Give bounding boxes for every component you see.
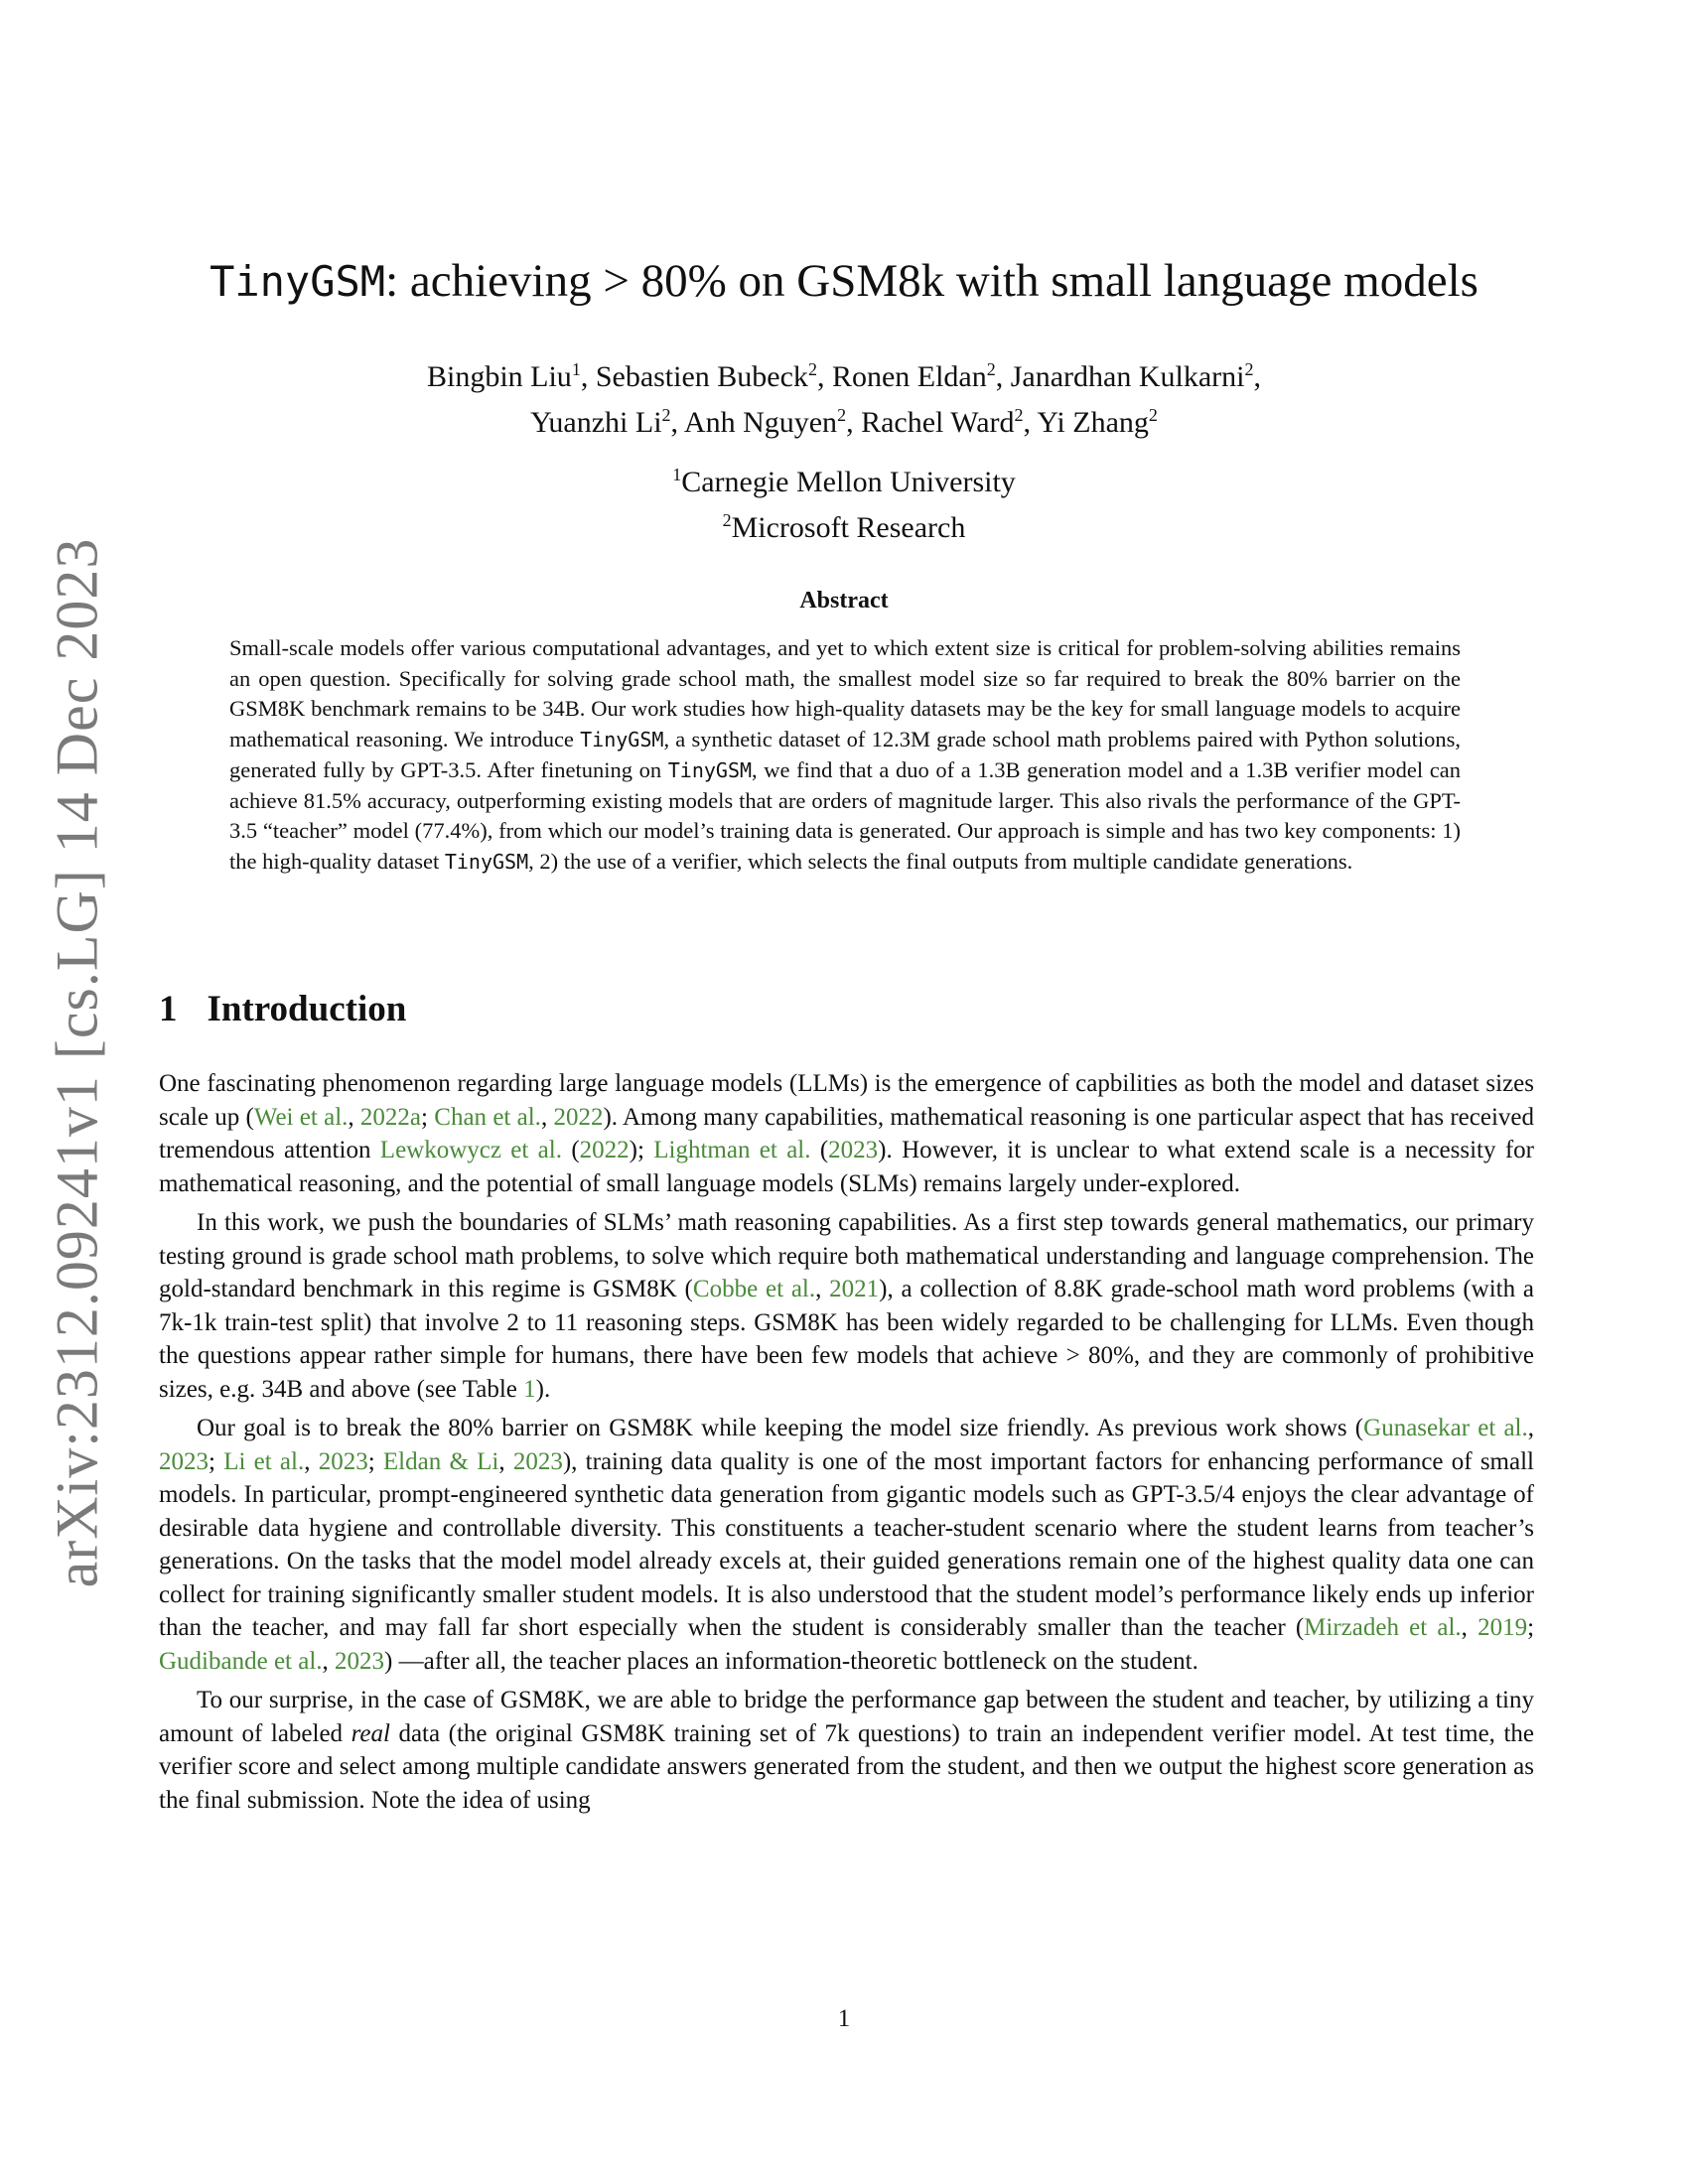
author-line-1 [0,350,1688,396]
affiliation-name: Microsoft Research [731,511,966,544]
text-segment: , [815,1276,830,1302]
author-name: Janardhan Kulkarni [1010,360,1245,393]
affiliation-name: Carnegie Mellon University [681,466,1016,498]
text-segment: ). Among many capabilities, mathematical reasoning is one particular aspect that has received tremendous attention [159,1103,1534,1163]
citation-link[interactable]: 2023 [318,1447,368,1475]
author-separator: , [816,360,832,393]
citation-link[interactable]: Li et al. [223,1447,305,1475]
author-affiliation-mark: 2 [1244,359,1254,379]
abstract-segment: , 2) the use of a verifier, which selects the final outputs from multiple candidate generations. [528,848,1353,874]
citation-link[interactable]: 2023 [828,1137,879,1163]
citation-link[interactable]: 2022 [553,1103,604,1131]
affiliation-list [0,456,1688,547]
citation-link[interactable]: Cobbe et al. [692,1276,816,1302]
text-segment: ; [1527,1614,1535,1641]
affiliation-number: 1 [672,465,682,484]
title-rest: : achieving > 80% on GSM8k with small language models [385,255,1478,307]
section-number: 1 [159,989,178,1029]
abstract-segment: , a synthetic dataset of 12.3M grade school math problems paired with Python solutions, generated fully by GPT-3.5. After finetuning on [229,727,1461,782]
author-separator: , [1023,406,1038,439]
intro-paragraph-2 [159,1206,1534,1406]
author-affiliation-mark: 2 [807,359,817,379]
text-segment: , [1461,1614,1478,1641]
author-name: Yi Zhang [1037,406,1149,439]
citation-link[interactable]: 2023 [159,1447,209,1475]
author-name: Yuanzhi Li [530,406,662,439]
dataset-name: TinyGSM [580,728,664,752]
intro-paragraph-1 [159,1067,1534,1200]
emphasis-text: real [351,1719,390,1747]
citation-link[interactable]: Gudibande et al. [159,1647,323,1675]
author-affiliation-mark: 2 [837,405,847,425]
author-separator: , [1253,360,1262,393]
author-separator: , [995,360,1011,393]
section-title: Introduction [207,989,407,1029]
page-number: 1 [837,2005,851,2032]
author-name: Sebastien Bubeck [595,360,808,393]
author-list [0,350,1688,442]
text-segment: ), a collection of 8.8K grade-school math word problems (with a 7k-1k train-test split) that involve 2 to 11 reasoning steps. GSM8K has been widely regarded to be challenging for LLMs. Even though the questions appear rather simple for humans, there have been few models that achieve > 80%, and they are commonly of prohibitive sizes, e.g. 34B and above (see Table [159,1276,1534,1403]
abstract-segment: Small-scale models offer various computational advantages, and yet to which extent size is critical for problem-solving abilities remains an open question. Specifically for solving grade school math, the smallest model size so far required to break the 80% barrier on the GSM8K benchmark remains to be 34B. Our work studies how high-quality datasets may be the key for small language models to acquire mathematical reasoning. We introduce [229,635,1461,752]
author-affiliation-mark: 2 [661,405,671,425]
text-segment: ) —after all, the teacher places an information-theoretic bottleneck on the student. [384,1647,1198,1675]
author-name: Anh Nguyen [683,406,838,439]
intro-paragraph-3 [159,1412,1534,1678]
dataset-name: TinyGSM [667,757,753,782]
affiliation [0,501,1688,547]
author-line-2 [0,396,1688,442]
title-dataset-name: TinyGSM [210,257,386,306]
text-segment: ), training data quality is one of the most important factors for enhancing performance of small models. In particular, prompt-engineered synthetic data generation from gigantic models such as GPT-3.5/4 enjoys the clear advantage of desirable data hygiene and controllable diversity. This constituents a teacher-student scenario where the student learns from teacher’s generations. On the tasks that the model model already excels at, their guided generations remain one of the highest quality data one can collect for training significantly smaller student models. It is also understood that the student model’s performance likely ends up inferior than the teacher, and may fall far short especially when the student is considerably smaller than the teacher ( [159,1447,1534,1641]
affiliation-number: 2 [722,510,732,530]
text-segment: , [1527,1415,1535,1441]
citation-link[interactable]: Gunasekar et al. [1363,1415,1528,1441]
intro-paragraph-4 [159,1684,1534,1817]
citation-link[interactable]: Mirzadeh et al. [1304,1614,1462,1641]
arxiv-stamp [28,537,127,1587]
text-segment: ( [810,1137,829,1163]
text-segment: , [348,1103,360,1131]
text-segment: Our goal is to break the 80% barrier on GSM8K while keeping the model size friendly. As previous work shows ( [197,1415,1364,1441]
author-name: Ronen Eldan [831,360,987,393]
text-segment: To our surprise, in the case of GSM8K, we are able to bridge the performance gap between the student and teacher, by utilizing a tiny amount of labeled [159,1687,1534,1747]
citation-link[interactable]: Lewkowycz et al. [379,1137,562,1163]
text-segment: ). However, it is unclear to what extend scale is a necessity for mathematical reasoning, and the potential of small language models (SLMs) remains largely under-explored. [159,1137,1534,1197]
citation-link[interactable]: Eldan & Li [382,1447,499,1475]
abstract-segment: , we find that a duo of a 1.3B generation model and a 1.3B verifier model can achieve 81.5% accuracy, outperforming existing models that are orders of magnitude larger. This also rivals the performance of the GPT-3.5 “teacher” model (77.4%), from which our model’s training data is generated. Our approach is simple and has two key components: 1) the high-quality dataset [229,756,1461,874]
text-segment: , [304,1447,319,1475]
author-affiliation-mark: 2 [986,359,996,379]
author-name: Bingbin Liu [426,360,572,393]
author-affiliation-mark: 2 [1148,405,1158,425]
affiliation [0,456,1688,501]
text-segment: One fascinating phenomenon regarding large language models (LLMs) is the emergence of capbilities as both the model and dataset sizes scale up ( [159,1070,1534,1131]
citation-link[interactable]: 2023 [512,1447,563,1475]
text-segment: ; [209,1447,224,1475]
citation-link[interactable]: 2022a [359,1103,422,1131]
paper-title [0,253,1688,309]
text-segment: , [540,1103,554,1131]
author-affiliation-mark: 1 [571,359,581,379]
text-segment: ; [421,1103,435,1131]
table-reference-link[interactable]: 1 [523,1375,536,1403]
author-separator: , [580,360,596,393]
citation-link[interactable]: Lightman et al. [653,1137,811,1163]
author-separator: , [846,406,862,439]
citation-link[interactable]: 2019 [1477,1614,1528,1641]
citation-link[interactable]: 2023 [335,1647,385,1675]
text-segment: ); [629,1137,654,1163]
abstract-heading: Abstract [799,588,889,614]
citation-link[interactable]: Chan et al. [434,1103,541,1131]
citation-link[interactable]: 2021 [829,1276,880,1302]
section-heading-introduction [159,988,406,1030]
dataset-name: TinyGSM [444,849,529,874]
text-segment: ; [367,1447,383,1475]
text-segment: ( [561,1137,580,1163]
text-segment: ). [535,1375,551,1403]
text-segment: data (the original GSM8K training set of 7k questions) to train an independent verifier model. At test time, the verifier score and select among multiple candidate answers generated from the student, and then we output the highest score generation as the final submission. Note the idea of using [159,1719,1535,1814]
text-segment: , [322,1647,336,1675]
abstract-text [229,633,1461,878]
arxiv-id-text: arXiv:2312.09241v1 [cs.LG] 14 Dec 2023 [44,537,110,1587]
text-segment: , [498,1447,513,1475]
author-separator: , [670,406,684,439]
citation-link[interactable]: 2022 [579,1137,630,1163]
author-affiliation-mark: 2 [1014,405,1024,425]
citation-link[interactable]: Wei et al. [253,1103,349,1131]
text-segment: In this work, we push the boundaries of SLMs’ math reasoning capabilities. As a first step towards general mathematics, our primary testing ground is grade school math problems, to solve which require both mathematical understanding and language comprehension. The gold-standard benchmark in this regime is GSM8K ( [159,1209,1534,1302]
author-name: Rachel Ward [861,406,1015,439]
introduction-body [159,1067,1534,1823]
